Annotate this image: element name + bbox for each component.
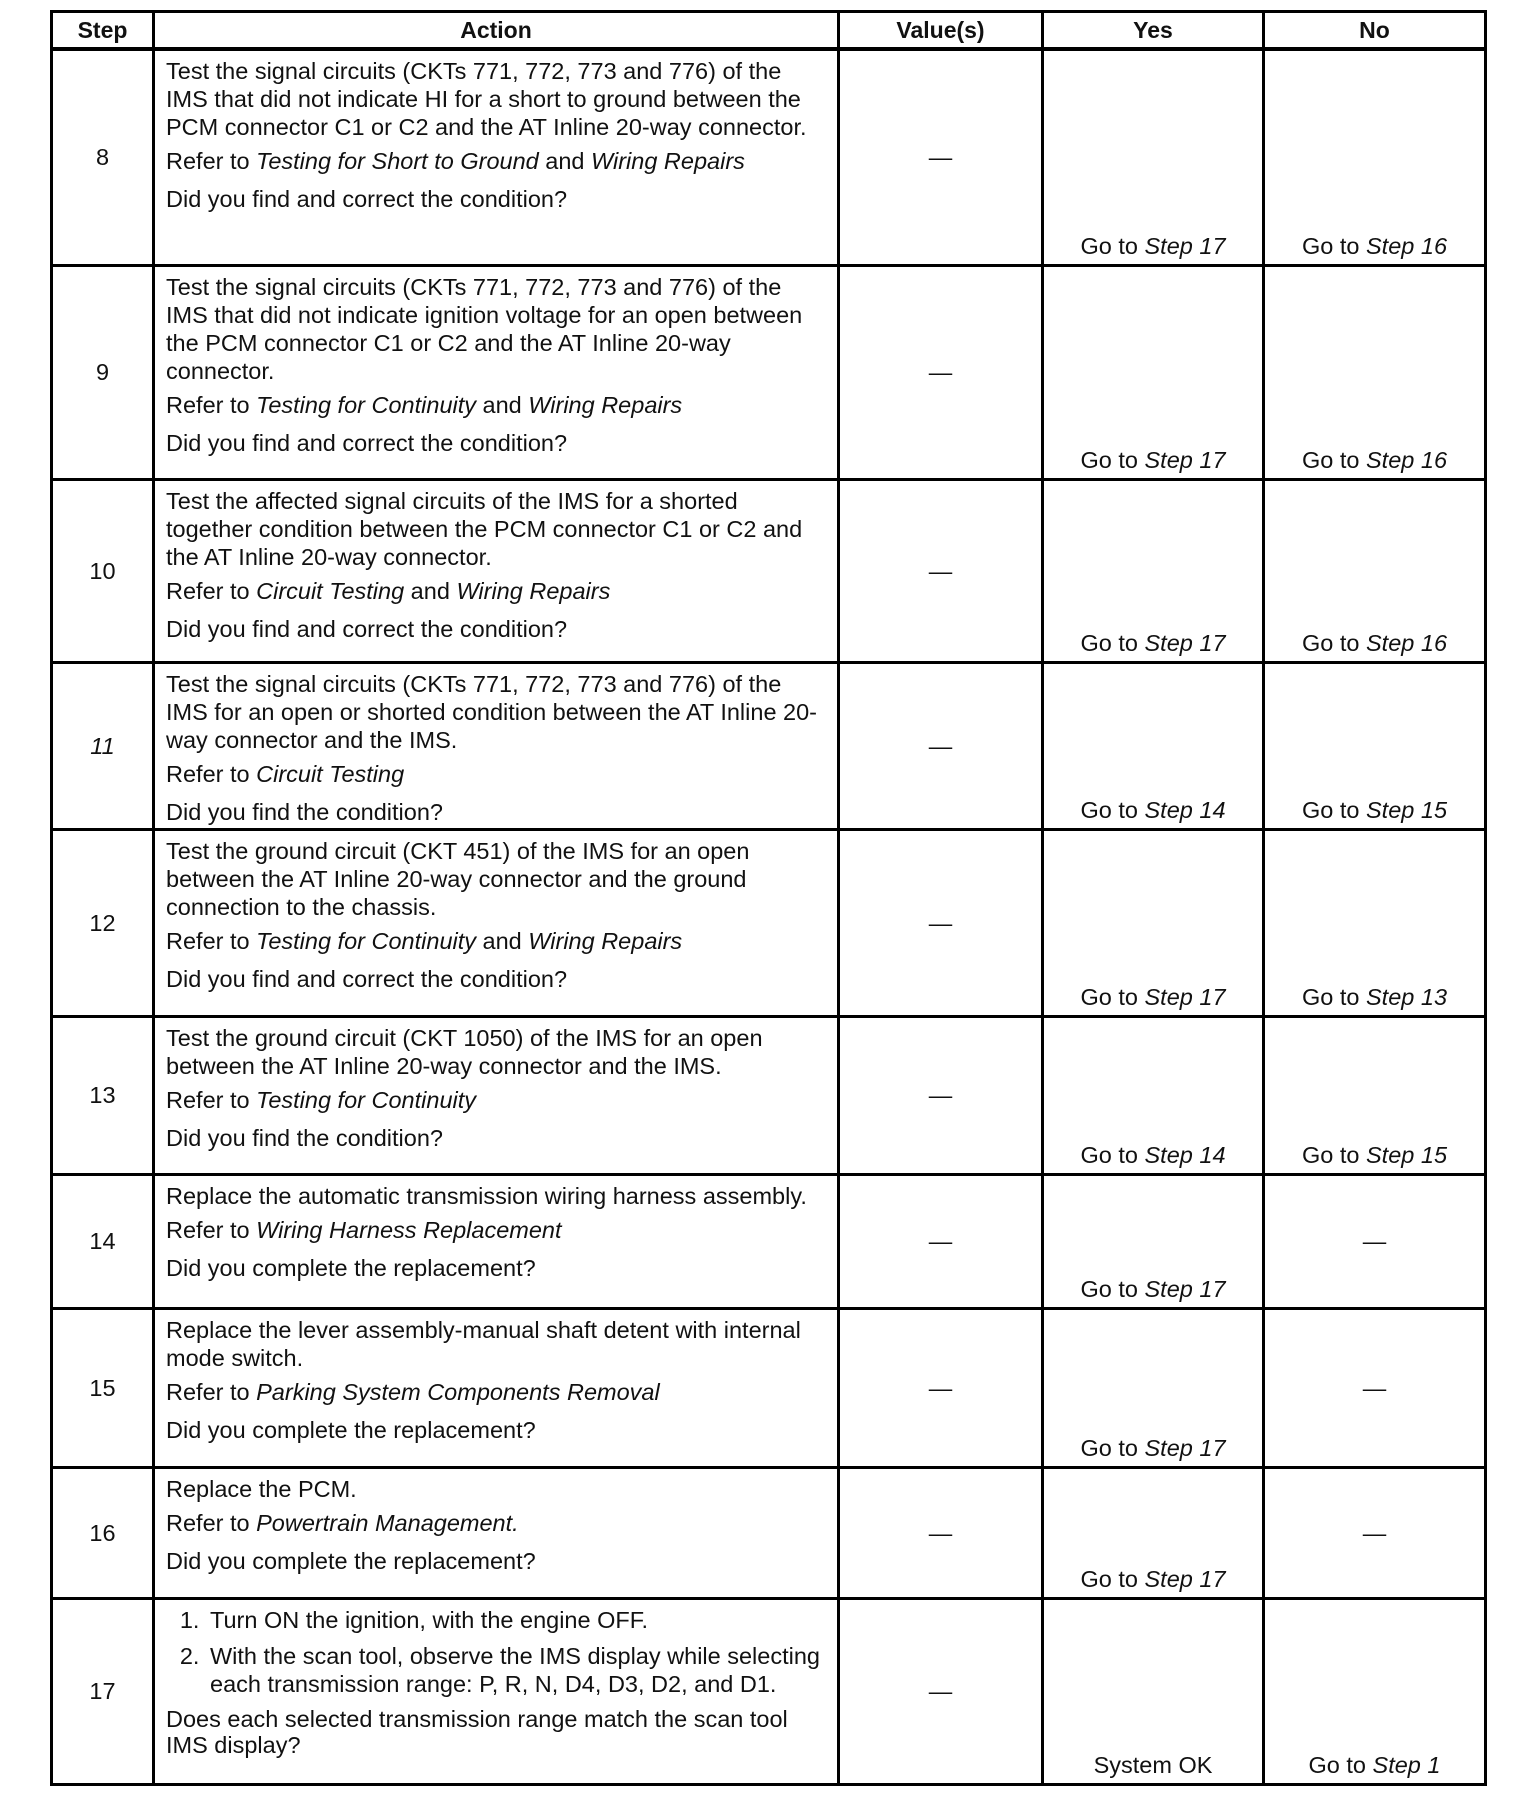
refer-mid: and: [538, 148, 592, 174]
action-cell: [154, 1598, 839, 1784]
refer-prefix: Refer to: [166, 760, 257, 787]
no-prefix: Go to: [1301, 232, 1366, 259]
yes-cell: [1043, 49, 1264, 265]
reference-link-1: Testing for Continuity: [256, 391, 477, 418]
refer-line: [166, 577, 825, 605]
yes-prefix: Go to: [1080, 1434, 1145, 1461]
yes-cell: [1043, 265, 1264, 479]
table-row: [52, 1174, 1486, 1308]
table-row: [52, 1467, 1486, 1598]
yes-step: Step 14: [1144, 796, 1226, 823]
action-text: Replace the lever assembly-manual shaft detent with internal mode switch.: [166, 1316, 801, 1371]
table-row: [52, 265, 1486, 479]
question-text: Did you complete the replacement?: [166, 1416, 536, 1443]
value-cell: —: [839, 829, 1043, 1016]
value-cell: —: [839, 662, 1043, 829]
step-number: 8: [52, 49, 154, 265]
yes-step: Step 14: [1144, 1141, 1226, 1168]
reference-link-2: Wiring Repairs: [591, 148, 745, 174]
reference-link-1: Circuit Testing: [256, 760, 405, 787]
yes-prefix: Go to: [1080, 446, 1145, 473]
refer-line: [166, 1086, 825, 1114]
refer-line: [166, 1509, 825, 1537]
no-cell: [1264, 1467, 1486, 1598]
refer-mid: and: [476, 391, 529, 418]
action-cell: [154, 49, 839, 265]
yes-step: Step 17: [1144, 983, 1226, 1010]
yes-prefix: Go to: [1080, 796, 1145, 823]
header-row: [52, 12, 1486, 50]
no-prefix: Go to: [1301, 629, 1366, 656]
step-number: 9: [52, 265, 154, 479]
yes-step: Step 17: [1144, 232, 1226, 259]
refer-prefix: Refer to: [166, 148, 257, 174]
no-cell: [1264, 1174, 1486, 1308]
no-step: Step 13: [1366, 983, 1448, 1010]
no-step: Step 16: [1366, 629, 1448, 656]
table-row: [52, 1598, 1486, 1784]
action-cell: [154, 829, 839, 1016]
no-prefix: Go to: [1301, 796, 1366, 823]
table-row: [52, 1308, 1486, 1467]
no-step: Step 16: [1366, 232, 1448, 259]
question-text: Did you find and correct the condition?: [166, 965, 568, 992]
action-text: Test the signal circuits (CKTs 771, 772, 773 and 776) of the IMS that did not indicate ignition voltage for an open between the PCM connector C1 or C2 and the AT Inline 20-way connector.: [166, 273, 803, 384]
refer-prefix: Refer to: [166, 1216, 257, 1243]
refer-prefix: Refer to: [166, 1509, 257, 1536]
yes-prefix: Go to: [1080, 629, 1145, 656]
no-cell: [1264, 265, 1486, 479]
value-cell: —: [839, 1308, 1043, 1467]
refer-line: [166, 147, 825, 175]
reference-link-2: Wiring Repairs: [456, 577, 611, 604]
step-number: 14: [52, 1174, 154, 1308]
header-yes: Yes: [1043, 12, 1264, 50]
reference-link-1: Parking System Components Removal: [256, 1378, 660, 1405]
yes-cell: [1043, 1016, 1264, 1174]
table-row: [52, 479, 1486, 662]
question-text: Did you find the condition?: [166, 1124, 443, 1151]
no-prefix: Go to: [1301, 983, 1366, 1010]
step-number: 17: [52, 1598, 154, 1784]
reference-link-2: Wiring Repairs: [528, 391, 683, 418]
yes-cell: [1043, 479, 1264, 662]
action-cell: [154, 1016, 839, 1174]
refer-prefix: Refer to: [166, 391, 257, 418]
action-text: Test the signal circuits (CKTs 771, 772, 773 and 776) of the IMS for an open or shorted condition between the AT Inline 20-way connector and the IMS.: [166, 670, 818, 753]
refer-line: [166, 391, 825, 419]
no-cell: [1264, 829, 1486, 1016]
table-row: [52, 662, 1486, 829]
no-cell: [1264, 479, 1486, 662]
table-row: [52, 49, 1486, 265]
table-row: [52, 1016, 1486, 1174]
action-text: Test the ground circuit (CKT 1050) of the IMS for an open between the AT Inline 20-way connector and the IMS.: [166, 1024, 763, 1079]
procedure-list: [166, 1606, 825, 1698]
step-number: 15: [52, 1308, 154, 1467]
action-cell: [154, 479, 839, 662]
refer-prefix: Refer to: [166, 927, 257, 954]
yes-cell: [1043, 1467, 1264, 1598]
no-prefix: —: [1362, 1228, 1387, 1254]
no-step: Step 16: [1366, 446, 1448, 473]
step-number: 13: [52, 1016, 154, 1174]
question-text: Did you complete the replacement?: [166, 1547, 536, 1574]
value-cell: —: [839, 1016, 1043, 1174]
reference-link-2: Wiring Repairs: [528, 927, 683, 954]
diagnostic-table: [50, 10, 1487, 1786]
yes-cell: System OK: [1043, 1598, 1264, 1784]
question-text: Does each selected transmission range match the scan tool IMS display?: [166, 1705, 788, 1758]
refer-line: [166, 927, 825, 955]
step-number: 11: [52, 662, 154, 829]
refer-line: [166, 760, 825, 788]
question-text: Did you complete the replacement?: [166, 1254, 536, 1281]
reference-link-1: Testing for Continuity: [256, 1086, 477, 1113]
no-cell: [1264, 1016, 1486, 1174]
yes-step: Step 17: [1144, 1565, 1226, 1592]
header-no: No: [1264, 12, 1486, 50]
yes-prefix: Go to: [1080, 1275, 1145, 1302]
action-cell: [154, 1174, 839, 1308]
reference-link-1: Testing for Continuity: [256, 927, 477, 954]
no-prefix: Go to: [1301, 1141, 1366, 1168]
action-text: Test the ground circuit (CKT 451) of the IMS for an open between the AT Inline 20-way connector and the ground connection to the chassis.: [166, 837, 750, 920]
yes-prefix: Go to: [1080, 983, 1145, 1010]
no-prefix: —: [1362, 1374, 1387, 1401]
yes-prefix: Go to: [1080, 1565, 1145, 1592]
reference-link-1: Circuit Testing: [256, 577, 405, 604]
header-action: Action: [154, 12, 839, 50]
question-text: Did you find the condition?: [166, 798, 443, 825]
action-text: Test the affected signal circuits of the IMS for a shorted together condition between the PCM connector C1 or C2 and the AT Inline 20-way connector.: [166, 487, 803, 570]
question-text: Did you find and correct the condition?: [166, 429, 568, 456]
action-cell: [154, 1467, 839, 1598]
action-cell: [154, 662, 839, 829]
step-number: 16: [52, 1467, 154, 1598]
no-prefix: Go to: [1301, 446, 1366, 473]
value-cell: —: [839, 1174, 1043, 1308]
action-text: Test the signal circuits (CKTs 771, 772, 773 and 776) of the IMS that did not indicate HI for a short to ground between the PCM connector C1 or C2 and the AT Inline 20-way connector.: [166, 58, 807, 140]
step-number: 10: [52, 479, 154, 662]
no-cell: [1264, 1308, 1486, 1467]
action-text: Replace the PCM.: [166, 1475, 357, 1502]
value-cell: —: [839, 1598, 1043, 1784]
reference-link-1: Wiring Harness Replacement: [256, 1216, 562, 1243]
refer-mid: and: [476, 927, 529, 954]
step-number: 12: [52, 829, 154, 1016]
refer-prefix: Refer to: [166, 577, 257, 604]
reference-link-1: Powertrain Management.: [256, 1509, 519, 1536]
no-prefix: —: [1362, 1519, 1387, 1546]
no-cell: [1264, 1598, 1486, 1784]
yes-step: Step 17: [1144, 1275, 1226, 1302]
yes-step: Step 17: [1144, 1434, 1226, 1461]
yes-step: Step 17: [1144, 629, 1226, 656]
no-step: Step 1: [1372, 1751, 1441, 1778]
no-step: Step 15: [1366, 1141, 1448, 1168]
refer-line: [166, 1216, 825, 1244]
refer-mid: and: [404, 577, 457, 604]
action-cell: [154, 1308, 839, 1467]
procedure-item: 2. With the scan tool, observe the IMS display while selecting each transmission range: P, R, N, D4, D3, D2, and D1.: [206, 1642, 825, 1698]
procedure-item: 1. Turn ON the ignition, with the engine OFF.: [206, 1606, 825, 1634]
reference-link-1: Testing for Short to Ground: [256, 148, 539, 174]
no-prefix: Go to: [1308, 1751, 1373, 1778]
question-text: Did you find and correct the condition?: [166, 186, 568, 212]
header-step: Step: [52, 12, 154, 50]
refer-prefix: Refer to: [166, 1086, 257, 1113]
no-cell: [1264, 49, 1486, 265]
action-text: Replace the automatic transmission wiring harness assembly.: [166, 1182, 807, 1209]
value-cell: —: [839, 1467, 1043, 1598]
refer-prefix: Refer to: [166, 1378, 257, 1405]
value-cell: —: [839, 479, 1043, 662]
yes-cell: [1043, 662, 1264, 829]
yes-cell: [1043, 1174, 1264, 1308]
header-values: Value(s): [839, 12, 1043, 50]
no-step: Step 15: [1366, 796, 1448, 823]
no-cell: [1264, 662, 1486, 829]
yes-prefix: Go to: [1080, 232, 1145, 259]
yes-cell: [1043, 1308, 1264, 1467]
yes-step: Step 17: [1144, 446, 1226, 473]
value-cell: —: [839, 265, 1043, 479]
table-row: [52, 829, 1486, 1016]
action-cell: [154, 265, 839, 479]
yes-prefix: Go to: [1080, 1141, 1145, 1168]
question-text: Did you find and correct the condition?: [166, 615, 568, 642]
yes-cell: [1043, 829, 1264, 1016]
refer-line: [166, 1378, 825, 1406]
value-cell: —: [839, 49, 1043, 265]
